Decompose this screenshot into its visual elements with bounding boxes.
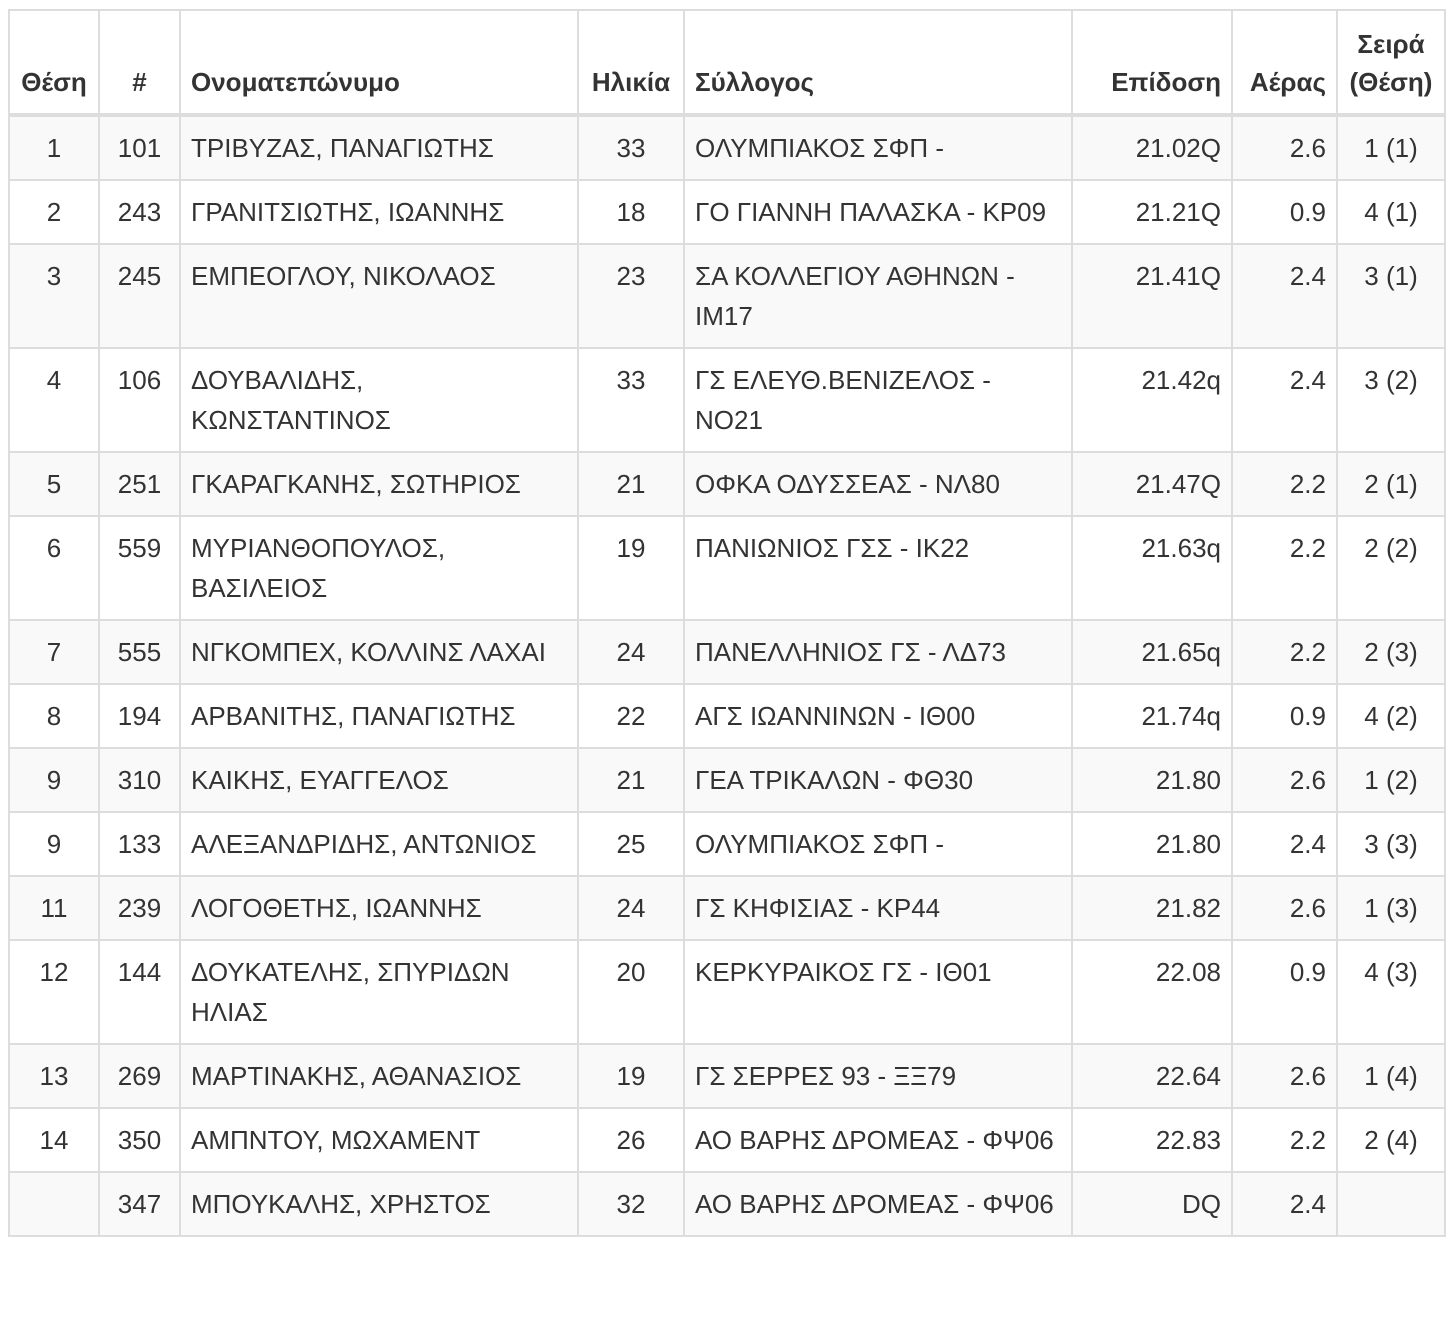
cell-bib: 350: [99, 1108, 180, 1172]
header-bib: #: [99, 10, 180, 115]
cell-heat: 1 (3): [1337, 876, 1445, 940]
cell-age: 23: [578, 244, 684, 348]
header-heat-line2: (Θέση): [1349, 67, 1433, 97]
cell-athlete-name: ΛΟΓΟΘΕΤΗΣ, ΙΩΑΝΝΗΣ: [180, 876, 578, 940]
cell-wind: 2.4: [1232, 812, 1337, 876]
cell-heat: 3 (2): [1337, 348, 1445, 452]
table-row: [9, 812, 1445, 876]
cell-heat: 3 (3): [1337, 812, 1445, 876]
cell-club: ΟΛΥΜΠΙΑΚΟΣ ΣΦΠ -: [684, 812, 1072, 876]
cell-position: 5: [9, 452, 99, 516]
cell-athlete-name: ΕΜΠΕΟΓΛΟΥ, ΝΙΚΟΛΑΟΣ: [180, 244, 578, 348]
cell-bib: 133: [99, 812, 180, 876]
cell-age: 33: [578, 115, 684, 180]
cell-club: ΚΕΡΚΥΡΑΙΚΟΣ ΓΣ - ΙΘ01: [684, 940, 1072, 1044]
cell-club: ΓΣ ΚΗΦΙΣΙΑΣ - ΚΡ44: [684, 876, 1072, 940]
cell-wind: 2.2: [1232, 516, 1337, 620]
cell-bib: 310: [99, 748, 180, 812]
cell-performance: 21.80: [1072, 812, 1232, 876]
cell-athlete-name: ΓΡΑΝΙΤΣΙΩΤΗΣ, ΙΩΑΝΝΗΣ: [180, 180, 578, 244]
cell-club: ΓΟ ΓΙΑΝΝΗ ΠΑΛΑΣΚΑ - ΚΡ09: [684, 180, 1072, 244]
cell-wind: 0.9: [1232, 940, 1337, 1044]
table-row: [9, 115, 1445, 180]
cell-athlete-name: ΝΓΚΟΜΠΕΧ, ΚΟΛΛΙΝΣ ΛΑΧΑΙ: [180, 620, 578, 684]
header-name: Ονοματεπώνυμο: [180, 10, 578, 115]
cell-heat: 2 (4): [1337, 1108, 1445, 1172]
cell-club: ΠΑΝΙΩΝΙΟΣ ΓΣΣ - ΙΚ22: [684, 516, 1072, 620]
cell-wind: 2.6: [1232, 876, 1337, 940]
cell-athlete-name: ΜΥΡΙΑΝΘΟΠΟΥΛΟΣ, ΒΑΣΙΛΕΙΟΣ: [180, 516, 578, 620]
cell-club: ΑΟ ΒΑΡΗΣ ΔΡΟΜΕΑΣ - ΦΨ06: [684, 1172, 1072, 1236]
results-container: [8, 9, 1444, 1237]
table-row: [9, 876, 1445, 940]
cell-performance: 21.21Q: [1072, 180, 1232, 244]
cell-position: 9: [9, 748, 99, 812]
cell-wind: 2.6: [1232, 1044, 1337, 1108]
cell-bib: 245: [99, 244, 180, 348]
cell-athlete-name: ΔΟΥΚΑΤΕΛΗΣ, ΣΠΥΡΙΔΩΝ ΗΛΙΑΣ: [180, 940, 578, 1044]
cell-club: ΠΑΝΕΛΛΗΝΙΟΣ ΓΣ - ΛΔ73: [684, 620, 1072, 684]
cell-club: ΓΣ ΣΕΡΡΕΣ 93 - ΞΞ79: [684, 1044, 1072, 1108]
cell-club: ΣΑ ΚΟΛΛΕΓΙΟΥ ΑΘΗΝΩΝ - ΙΜ17: [684, 244, 1072, 348]
cell-position: 1: [9, 115, 99, 180]
table-header: [9, 10, 1445, 115]
table-row: [9, 452, 1445, 516]
cell-performance: 21.63q: [1072, 516, 1232, 620]
cell-athlete-name: ΤΡΙΒΥΖΑΣ, ΠΑΝΑΓΙΩΤΗΣ: [180, 115, 578, 180]
cell-bib: 269: [99, 1044, 180, 1108]
cell-bib: 144: [99, 940, 180, 1044]
cell-wind: 2.4: [1232, 348, 1337, 452]
cell-position: [9, 1172, 99, 1236]
cell-position: 14: [9, 1108, 99, 1172]
cell-performance: 21.42q: [1072, 348, 1232, 452]
cell-age: 25: [578, 812, 684, 876]
cell-wind: 2.2: [1232, 452, 1337, 516]
table-row: [9, 180, 1445, 244]
cell-heat: 2 (3): [1337, 620, 1445, 684]
cell-age: 24: [578, 876, 684, 940]
cell-bib: 239: [99, 876, 180, 940]
results-table: [8, 9, 1446, 1237]
cell-performance: 21.65q: [1072, 620, 1232, 684]
cell-heat: [1337, 1172, 1445, 1236]
cell-age: 24: [578, 620, 684, 684]
cell-position: 11: [9, 876, 99, 940]
cell-position: 9: [9, 812, 99, 876]
cell-wind: 0.9: [1232, 180, 1337, 244]
cell-club: ΟΛΥΜΠΙΑΚΟΣ ΣΦΠ -: [684, 115, 1072, 180]
cell-position: 6: [9, 516, 99, 620]
cell-age: 21: [578, 452, 684, 516]
cell-athlete-name: ΜΑΡΤΙΝΑΚΗΣ, ΑΘΑΝΑΣΙΟΣ: [180, 1044, 578, 1108]
cell-bib: 559: [99, 516, 180, 620]
cell-athlete-name: ΓΚΑΡΑΓΚΑΝΗΣ, ΣΩΤΗΡΙΟΣ: [180, 452, 578, 516]
cell-age: 32: [578, 1172, 684, 1236]
cell-performance: 22.08: [1072, 940, 1232, 1044]
cell-bib: 194: [99, 684, 180, 748]
table-row: [9, 348, 1445, 452]
table-row: [9, 1172, 1445, 1236]
cell-position: 13: [9, 1044, 99, 1108]
header-performance: Επίδοση: [1072, 10, 1232, 115]
table-row: [9, 1044, 1445, 1108]
cell-bib: 251: [99, 452, 180, 516]
table-row: [9, 620, 1445, 684]
cell-bib: 106: [99, 348, 180, 452]
cell-performance: 22.83: [1072, 1108, 1232, 1172]
cell-age: 33: [578, 348, 684, 452]
cell-heat: 1 (4): [1337, 1044, 1445, 1108]
cell-heat: 3 (1): [1337, 244, 1445, 348]
table-row: [9, 684, 1445, 748]
cell-performance: 21.41Q: [1072, 244, 1232, 348]
cell-athlete-name: ΜΠΟΥΚΑΛΗΣ, ΧΡΗΣΤΟΣ: [180, 1172, 578, 1236]
cell-performance: 22.64: [1072, 1044, 1232, 1108]
cell-athlete-name: ΚΑΙΚΗΣ, ΕΥΑΓΓΕΛΟΣ: [180, 748, 578, 812]
table-row: [9, 748, 1445, 812]
cell-position: 4: [9, 348, 99, 452]
cell-age: 21: [578, 748, 684, 812]
table-row: [9, 1108, 1445, 1172]
cell-wind: 2.4: [1232, 244, 1337, 348]
cell-athlete-name: ΑΜΠΝΤΟΥ, ΜΩΧΑΜΕΝΤ: [180, 1108, 578, 1172]
table-row: [9, 244, 1445, 348]
cell-bib: 347: [99, 1172, 180, 1236]
table-body: [9, 115, 1445, 1236]
cell-wind: 2.2: [1232, 620, 1337, 684]
cell-wind: 2.2: [1232, 1108, 1337, 1172]
header-heat-line1: Σειρά: [1357, 29, 1425, 59]
cell-heat: 2 (2): [1337, 516, 1445, 620]
cell-heat: 2 (1): [1337, 452, 1445, 516]
cell-position: 8: [9, 684, 99, 748]
cell-age: 19: [578, 1044, 684, 1108]
table-row: [9, 516, 1445, 620]
cell-performance: 21.74q: [1072, 684, 1232, 748]
cell-wind: 2.6: [1232, 748, 1337, 812]
cell-club: ΑΟ ΒΑΡΗΣ ΔΡΟΜΕΑΣ - ΦΨ06: [684, 1108, 1072, 1172]
cell-position: 12: [9, 940, 99, 1044]
header-position: Θέση: [9, 10, 99, 115]
header-age: Ηλικία: [578, 10, 684, 115]
cell-club: ΓΕΑ ΤΡΙΚΑΛΩΝ - ΦΘ30: [684, 748, 1072, 812]
table-row: [9, 940, 1445, 1044]
cell-age: 22: [578, 684, 684, 748]
header-wind: Αέρας: [1232, 10, 1337, 115]
cell-age: 19: [578, 516, 684, 620]
cell-position: 2: [9, 180, 99, 244]
cell-performance: 21.82: [1072, 876, 1232, 940]
cell-bib: 243: [99, 180, 180, 244]
header-club: Σύλλογος: [684, 10, 1072, 115]
cell-heat: 4 (1): [1337, 180, 1445, 244]
cell-club: ΓΣ ΕΛΕΥΘ.ΒΕΝΙΖΕΛΟΣ - ΝΟ21: [684, 348, 1072, 452]
cell-club: ΟΦΚΑ ΟΔΥΣΣΕΑΣ - ΝΛ80: [684, 452, 1072, 516]
cell-athlete-name: ΔΟΥΒΑΛΙΔΗΣ, ΚΩΝΣΤΑΝΤΙΝΟΣ: [180, 348, 578, 452]
cell-athlete-name: ΑΡΒΑΝΙΤΗΣ, ΠΑΝΑΓΙΩΤΗΣ: [180, 684, 578, 748]
cell-position: 7: [9, 620, 99, 684]
header-row: [9, 10, 1445, 115]
cell-bib: 101: [99, 115, 180, 180]
cell-performance: 21.02Q: [1072, 115, 1232, 180]
cell-position: 3: [9, 244, 99, 348]
cell-performance: DQ: [1072, 1172, 1232, 1236]
cell-heat: 1 (2): [1337, 748, 1445, 812]
cell-wind: 2.4: [1232, 1172, 1337, 1236]
cell-age: 18: [578, 180, 684, 244]
cell-heat: 1 (1): [1337, 115, 1445, 180]
cell-bib: 555: [99, 620, 180, 684]
cell-wind: 0.9: [1232, 684, 1337, 748]
cell-age: 20: [578, 940, 684, 1044]
header-heat: [1337, 10, 1445, 115]
cell-performance: 21.47Q: [1072, 452, 1232, 516]
cell-wind: 2.6: [1232, 115, 1337, 180]
cell-club: ΑΓΣ ΙΩΑΝΝΙΝΩΝ - ΙΘ00: [684, 684, 1072, 748]
cell-heat: 4 (3): [1337, 940, 1445, 1044]
cell-athlete-name: ΑΛΕΞΑΝΔΡΙΔΗΣ, ΑΝΤΩΝΙΟΣ: [180, 812, 578, 876]
cell-heat: 4 (2): [1337, 684, 1445, 748]
cell-performance: 21.80: [1072, 748, 1232, 812]
cell-age: 26: [578, 1108, 684, 1172]
